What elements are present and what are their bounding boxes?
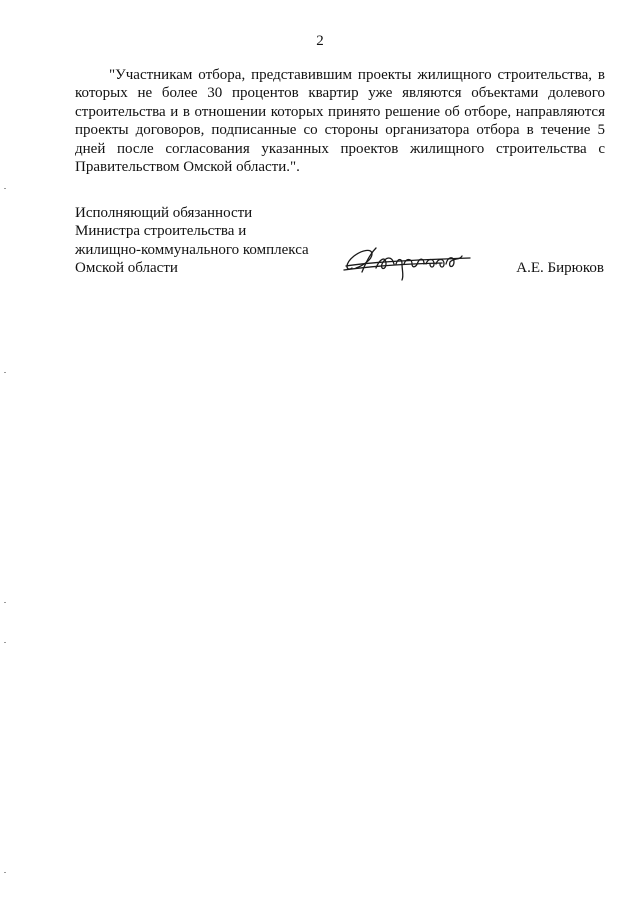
- handwritten-signature: [342, 242, 474, 282]
- scan-artifact: [4, 872, 6, 873]
- position-line: Омской области: [75, 260, 178, 277]
- position-line: Исполняющий обязанности: [75, 205, 253, 221]
- scan-artifact: [4, 372, 6, 373]
- scan-artifact: [4, 642, 6, 643]
- body-paragraph: "Участникам отбора, представившим проекты жилищного строительства, в которых не более 30 процентов квартир уже являются объектами долевого строительства и в отношении которых принято решение об отборе, направляются проекты договоров, подписанные со стороны организатора отбора в течение 5 дней после согласования указанных проектов жилищного строительства с Правительством Омской области.".: [75, 67, 605, 176]
- scan-artifact: [4, 188, 6, 189]
- signatory-name: А.Е. Бирюков: [516, 260, 604, 276]
- position-line: жилищно-коммунального комплекса: [75, 241, 309, 258]
- position-line: Министра строительства и: [75, 223, 247, 240]
- page-number: 2: [316, 33, 324, 49]
- scan-artifact: [4, 602, 6, 603]
